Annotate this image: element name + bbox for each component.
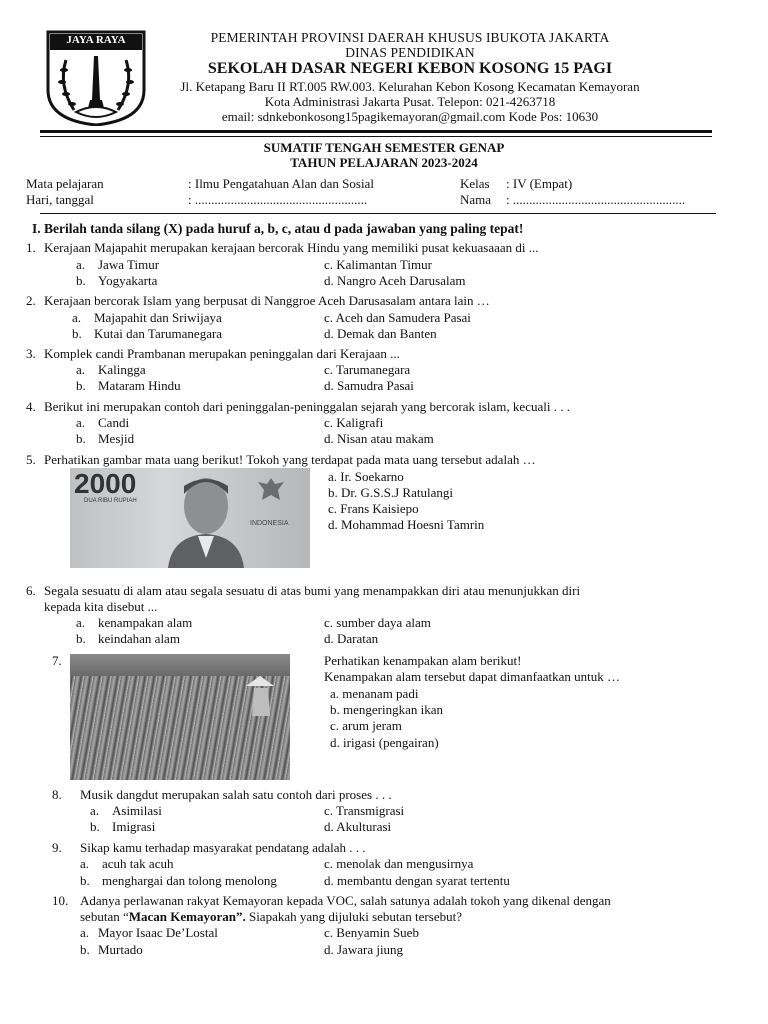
header-divider-thin [40, 136, 712, 137]
question-number: 2. [26, 293, 36, 308]
option-b[interactable]: b. mengeringkan ikan [330, 702, 443, 717]
garuda-emblem-icon [256, 474, 286, 504]
option-d[interactable]: d. Samudra Pasai [324, 378, 414, 393]
banknote-image [70, 468, 310, 568]
class-label: Kelas [460, 176, 490, 191]
header-school-name: SEKOLAH DASAR NEGERI KEBON KOSONG 15 PAGI [207, 60, 613, 77]
header-government: PEMERINTAH PROVINSI DAERAH KHUSUS IBUKOTA JAKARTA [210, 30, 610, 45]
question-text: Kerajaan Majapahit merupakan kerajaan bercorak Hindu yang memiliki pusat kekuasaaan di ... [44, 240, 539, 255]
option-a[interactable]: Majapahit dan Sriwijaya [94, 310, 222, 325]
option-b[interactable]: Kutai dan Tarumanegara [94, 326, 223, 341]
question-number: 8. [52, 787, 62, 802]
option-d[interactable]: d. Mohammad Hoesni Tamrin [328, 517, 485, 532]
option-b[interactable]: menghargai dan tolong menolong [102, 873, 277, 888]
question-text: Perhatikan kenampakan alam berikut! [324, 653, 522, 668]
option-b[interactable]: Yogyakarta [98, 273, 158, 288]
date-label: Hari, tanggal [26, 192, 94, 207]
option-b-letter[interactable]: b. [76, 431, 86, 446]
name-field[interactable]: : ..................................................... [506, 192, 686, 207]
option-b-letter[interactable]: b. [76, 273, 86, 288]
option-c[interactable]: c. Aceh dan Samudera Pasai [324, 310, 471, 325]
option-a-letter[interactable]: a. [76, 257, 86, 272]
option-a-letter[interactable]: a. [76, 615, 86, 630]
class-value: : IV (Empat) [506, 176, 573, 191]
question-text: Adanya perlawanan rakyat Kemayoran kepada VOC, salah satunya adalah tokoh yang dikenal dengan [80, 893, 611, 908]
option-c[interactable]: c. Kaligrafi [324, 415, 384, 430]
header-divider-thick [40, 130, 712, 133]
option-c[interactable]: c. Transmigrasi [324, 803, 405, 818]
question-text-continued: Kenampakan alam tersebut dapat dimanfaatkan untuk … [324, 669, 621, 684]
logo-text: JAYA RAYA [66, 34, 126, 46]
option-b-letter[interactable]: b. [80, 942, 90, 957]
question-text: Kerajaan bercorak Islam yang berpusat di Nanggroe Aceh Darusasalam antara lain … [44, 293, 490, 308]
option-c[interactable]: c. sumber daya alam [324, 615, 431, 630]
subject-value: : Ilmu Pengatahuan Alan dan Sosial [188, 176, 374, 191]
option-c[interactable]: c. arum jeram [330, 718, 402, 733]
subject-label: Mata pelajaran [26, 176, 104, 191]
option-a[interactable]: Asimilasi [112, 803, 162, 818]
option-c[interactable]: c. Frans Kaisiepo [328, 501, 419, 516]
option-c[interactable]: c. Tarumanegara [324, 362, 411, 377]
option-b-letter[interactable]: b. [76, 378, 86, 393]
question-text: Perhatikan gambar mata uang berikut! Tokoh yang terdapat pada mata uang tersebut adalah … [44, 452, 536, 467]
option-a[interactable]: Mayor Isaac De’Lostal [98, 925, 218, 940]
option-b[interactable]: Imigrasi [112, 819, 156, 834]
option-a[interactable]: acuh tak acuh [102, 856, 174, 871]
option-a[interactable]: kenampakan alam [98, 615, 193, 630]
header-city-phone: Kota Administrasi Jakarta Pusat. Telepon: 021-4263718 [264, 94, 556, 109]
option-b[interactable]: Mataram Hindu [98, 378, 181, 393]
farmer-figure [240, 672, 280, 722]
question-number: 1. [26, 240, 36, 255]
question-text: Berikut ini merupakan contoh dari peninggalan-peninggalan sejarah yang bercorak islam, kecuali . . . [44, 399, 570, 414]
question-text: Komplek candi Prambanan merupakan peninggalan dari Kerajaan ... [44, 346, 400, 361]
option-b[interactable]: Mesjid [98, 431, 135, 446]
option-a-letter[interactable]: a. [80, 856, 90, 871]
option-d[interactable]: d. Nangro Aceh Darusalam [324, 273, 466, 288]
option-d[interactable]: d. Nisan atau makam [324, 431, 434, 446]
option-a-letter[interactable]: a. [72, 310, 82, 325]
question-number: 6. [26, 583, 36, 598]
option-d[interactable]: d. Demak dan Banten [324, 326, 437, 341]
option-d[interactable]: d. Daratan [324, 631, 379, 646]
exam-title: SUMATIF TENGAH SEMESTER GENAP [263, 140, 505, 155]
option-c[interactable]: c. Kalimantan Timur [324, 257, 432, 272]
option-b-letter[interactable]: b. [80, 873, 90, 888]
question-number: 7. [52, 653, 62, 668]
name-label: Nama [460, 192, 492, 207]
option-b[interactable]: b. Dr. G.S.S.J Ratulangi [328, 485, 453, 500]
question-number: 4. [26, 399, 36, 414]
option-d[interactable]: d. Akulturasi [324, 819, 392, 834]
option-a[interactable]: Jawa Timur [98, 257, 160, 272]
question-text-part: Siapakah yang dijuluki sebutan tersebut? [245, 909, 462, 924]
question-text-continued: kepada kita disebut ... [44, 599, 158, 614]
question-text-emphasis: Macan Kemayoran”. [128, 909, 246, 924]
question-text: Sikap kamu terhadap masyarakat pendatang adalah . . . [80, 840, 366, 855]
rice-field-image [70, 654, 290, 780]
option-d[interactable]: d. irigasi (pengairan) [330, 735, 439, 750]
option-a[interactable]: Candi [98, 415, 130, 430]
fields-divider [40, 213, 716, 214]
question-text-part: sebutan “ [80, 909, 129, 924]
option-b-letter[interactable]: b. [90, 819, 100, 834]
option-c[interactable]: c. menolak dan mengusirnya [324, 856, 474, 871]
question-text-continued [80, 909, 462, 925]
option-a-letter[interactable]: a. [76, 415, 86, 430]
option-b[interactable]: keindahan alam [98, 631, 180, 646]
banknote-country: INDONESIA [250, 520, 289, 527]
option-b-letter[interactable]: b. [76, 631, 86, 646]
question-text: Segala sesuatu di alam atau segala sesuatu di atas bumi yang menampakkan diri atau menunjukkan diri [44, 583, 581, 598]
option-a[interactable]: a. menanam padi [330, 686, 419, 701]
question-number: 9. [52, 840, 62, 855]
option-b-letter[interactable]: b. [72, 326, 82, 341]
option-a[interactable]: a. Ir. Soekarno [328, 469, 404, 484]
option-a-letter[interactable]: a. [76, 362, 86, 377]
portrait-figure [164, 472, 248, 568]
question-number: 3. [26, 346, 36, 361]
exam-year: TAHUN PELAJARAN 2023-2024 [290, 155, 478, 170]
question-number: 5. [26, 452, 36, 467]
option-b[interactable]: Murtado [98, 942, 143, 957]
section-instruction: I. Berilah tanda silang (X) pada huruf a, b, c, atau d pada jawaban yang paling tepat! [32, 221, 524, 236]
header-address: Jl. Ketapang Baru II RT.005 RW.003. Kelurahan Kebon Kosong Kecamatan Kemayoran [180, 79, 640, 94]
option-a-letter[interactable]: a. [90, 803, 100, 818]
option-d[interactable]: d. membantu dengan syarat tertentu [324, 873, 510, 888]
option-a[interactable]: Kalingga [98, 362, 146, 377]
option-c[interactable]: c. Benyamin Sueb [324, 925, 419, 940]
question-text: Musik dangdut merupakan salah satu contoh dari proses . . . [80, 787, 392, 802]
school-logo [46, 30, 146, 126]
option-d[interactable]: d. Jawara jiung [324, 942, 404, 957]
banknote-value: 2000 [74, 468, 137, 499]
question-number: 10. [52, 893, 69, 908]
header-email: email: sdnkebonkosong15pagikemayoran@gmail.com Kode Pos: 10630 [221, 109, 599, 124]
banknote-words: DUA RIBU RUPIAH [84, 498, 137, 504]
option-a-letter[interactable]: a. [80, 925, 90, 940]
date-field[interactable]: : ..................................................... [188, 192, 368, 207]
header-department: DINAS PENDIDIKAN [345, 45, 475, 60]
